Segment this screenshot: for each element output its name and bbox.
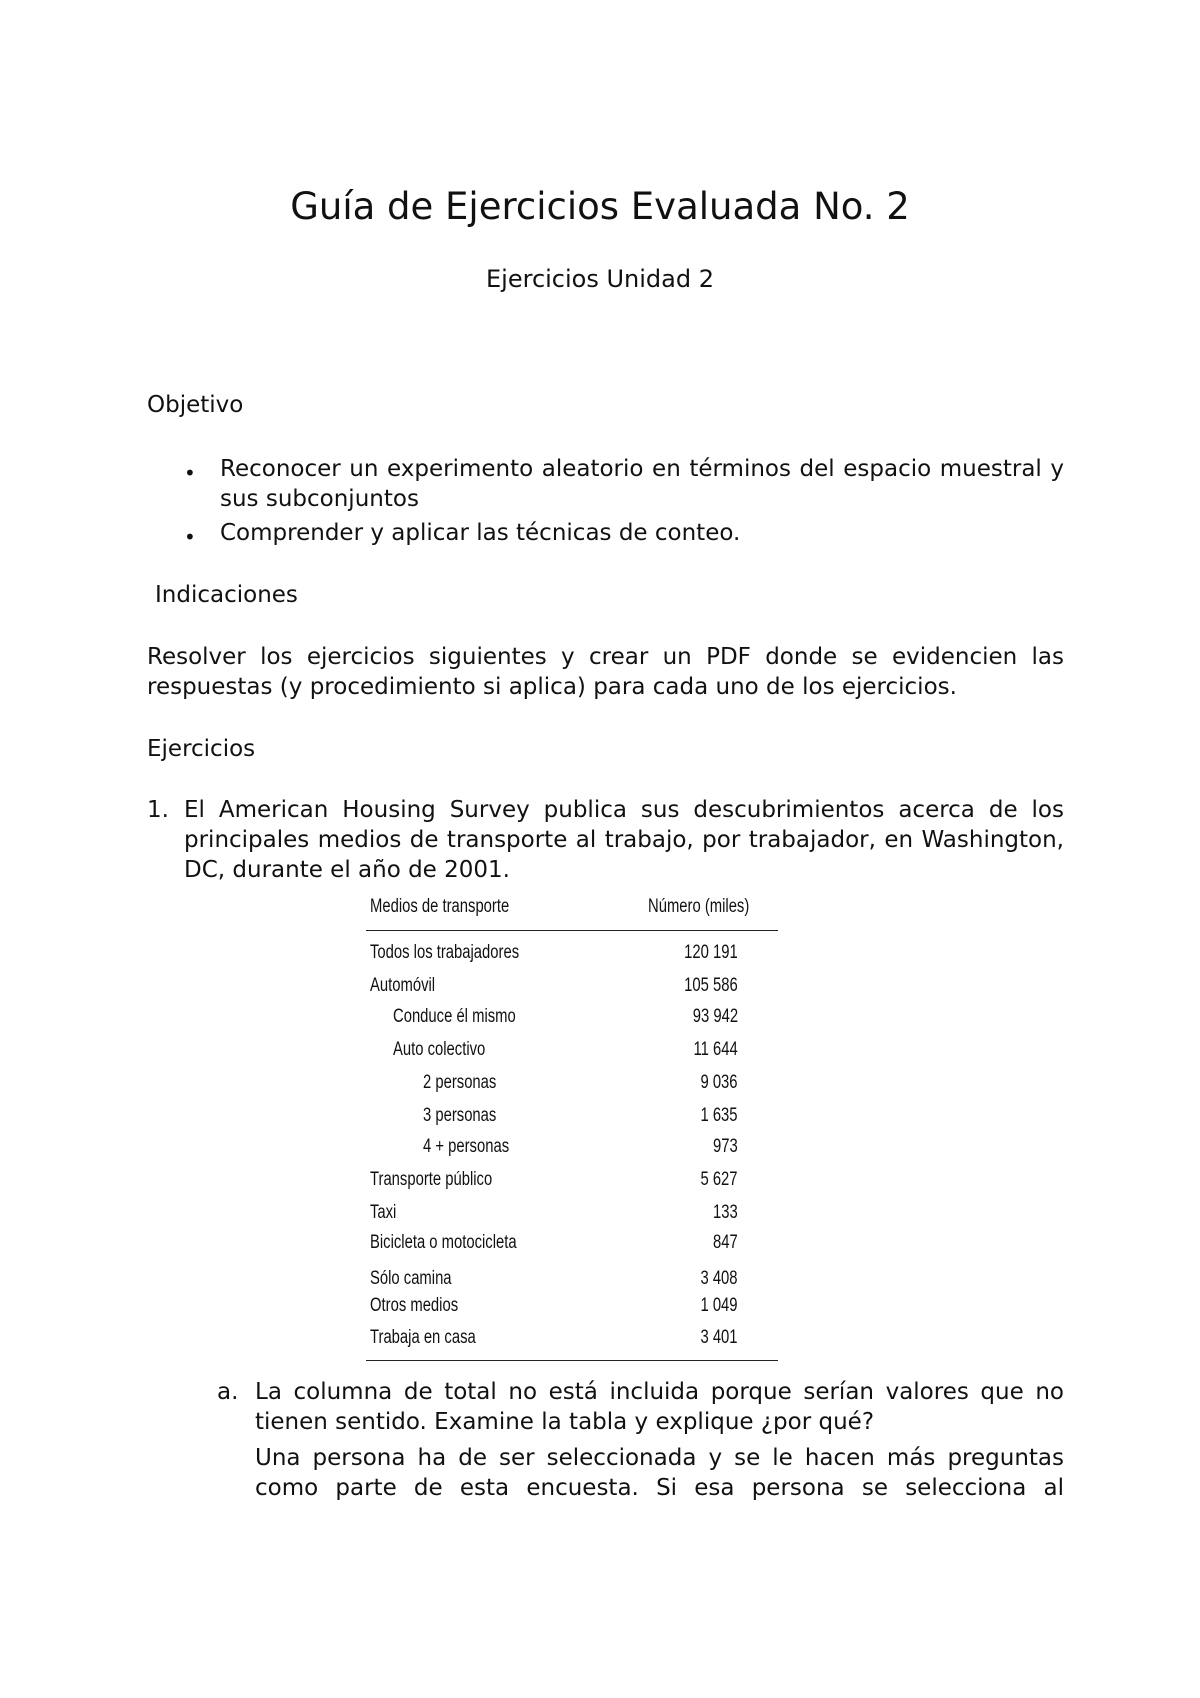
table-cell-label: Otros medios <box>370 1295 459 1316</box>
sub-question-letter: a. <box>217 1379 239 1405</box>
table-row <box>366 1169 778 1199</box>
table-rule <box>366 930 778 931</box>
table-row <box>366 1202 778 1232</box>
table-cell-value: 5 627 <box>700 1169 738 1190</box>
table-header <box>366 892 778 928</box>
table-cell-label: 3 personas <box>423 1105 497 1126</box>
objetivo-item-2: Comprender y aplicar las técnicas de conteo. <box>220 520 741 546</box>
table-row <box>366 1006 778 1036</box>
table-row <box>366 1232 778 1262</box>
exercise-1-text: El American Housing Survey publica sus descubrimientos acerca de los principales medios de transporte al trabajo, por trabajador, en Washington, DC, durante el año de 2001. <box>184 797 1064 883</box>
table-cell-label: Conduce él mismo <box>393 1006 516 1027</box>
page-subtitle: Ejercicios Unidad 2 <box>486 265 714 293</box>
ejercicios-heading: Ejercicios <box>147 736 256 762</box>
table-cell-label: 2 personas <box>423 1072 497 1093</box>
table-row <box>366 1136 778 1166</box>
table-cell-value: 105 586 <box>684 975 738 996</box>
table-cell-value: 3 408 <box>700 1268 738 1289</box>
table-col-header: Medios de transporte <box>370 896 510 917</box>
table-row <box>366 1295 778 1325</box>
table-cell-value: 1 635 <box>700 1105 738 1126</box>
table-col-header: Número (miles) <box>648 896 750 917</box>
table-row <box>366 1268 778 1298</box>
table-row <box>366 1105 778 1135</box>
table-row <box>366 1039 778 1069</box>
objetivo-heading: Objetivo <box>147 392 244 418</box>
objetivo-item-1: Reconocer un experimento aleatorio en términos del espacio muestral y sus subconjuntos <box>220 456 1064 512</box>
table-cell-label: Automóvil <box>370 975 436 996</box>
table-cell-value: 973 <box>713 1136 738 1157</box>
table-row <box>366 1072 778 1102</box>
table-cell-label: Auto colectivo <box>393 1039 486 1060</box>
sub-question-a-text: La columna de total no está incluida porque serían valores que no tienen sentido. Examine la tabla y explique ¿por qué? <box>255 1379 1064 1435</box>
bullet-icon: • <box>184 461 196 485</box>
table-row <box>366 1327 778 1357</box>
table-row <box>366 975 778 1005</box>
table-rule <box>366 1360 778 1361</box>
table-cell-label: 4 + personas <box>423 1136 510 1157</box>
table-cell-value: 847 <box>713 1232 738 1253</box>
table-cell-label: Transporte público <box>370 1169 493 1190</box>
table-row <box>366 942 778 972</box>
sub-question-a-continuation: Una persona ha de ser seleccionada y se le hacen más preguntas como parte de esta encuesta. Si esa persona se selecciona al <box>255 1445 1064 1501</box>
table-cell-label: Todos los trabajadores <box>370 942 520 963</box>
indicaciones-text: Resolver los ejercicios siguientes y crear un PDF donde se evidencien las respuestas (y procedimiento si aplica) para cada uno de los ejercicios. <box>147 644 1064 700</box>
table-cell-value: 3 401 <box>700 1327 738 1348</box>
table-cell-value: 133 <box>713 1202 738 1223</box>
table-cell-label: Taxi <box>370 1202 397 1223</box>
table-cell-value: 9 036 <box>700 1072 738 1093</box>
indicaciones-heading: Indicaciones <box>155 582 298 608</box>
page-title: Guía de Ejercicios Evaluada No. 2 <box>290 185 910 228</box>
table-cell-value: 1 049 <box>700 1295 738 1316</box>
table-cell-value: 93 942 <box>692 1006 738 1027</box>
table-cell-label: Sólo camina <box>370 1268 452 1289</box>
bullet-icon: • <box>184 525 196 549</box>
table-cell-label: Trabaja en casa <box>370 1327 476 1348</box>
table-cell-label: Bicicleta o motocicleta <box>370 1232 517 1253</box>
table-cell-value: 120 191 <box>684 942 738 963</box>
table-cell-value: 11 644 <box>693 1039 738 1060</box>
exercise-number: 1. <box>147 797 169 823</box>
